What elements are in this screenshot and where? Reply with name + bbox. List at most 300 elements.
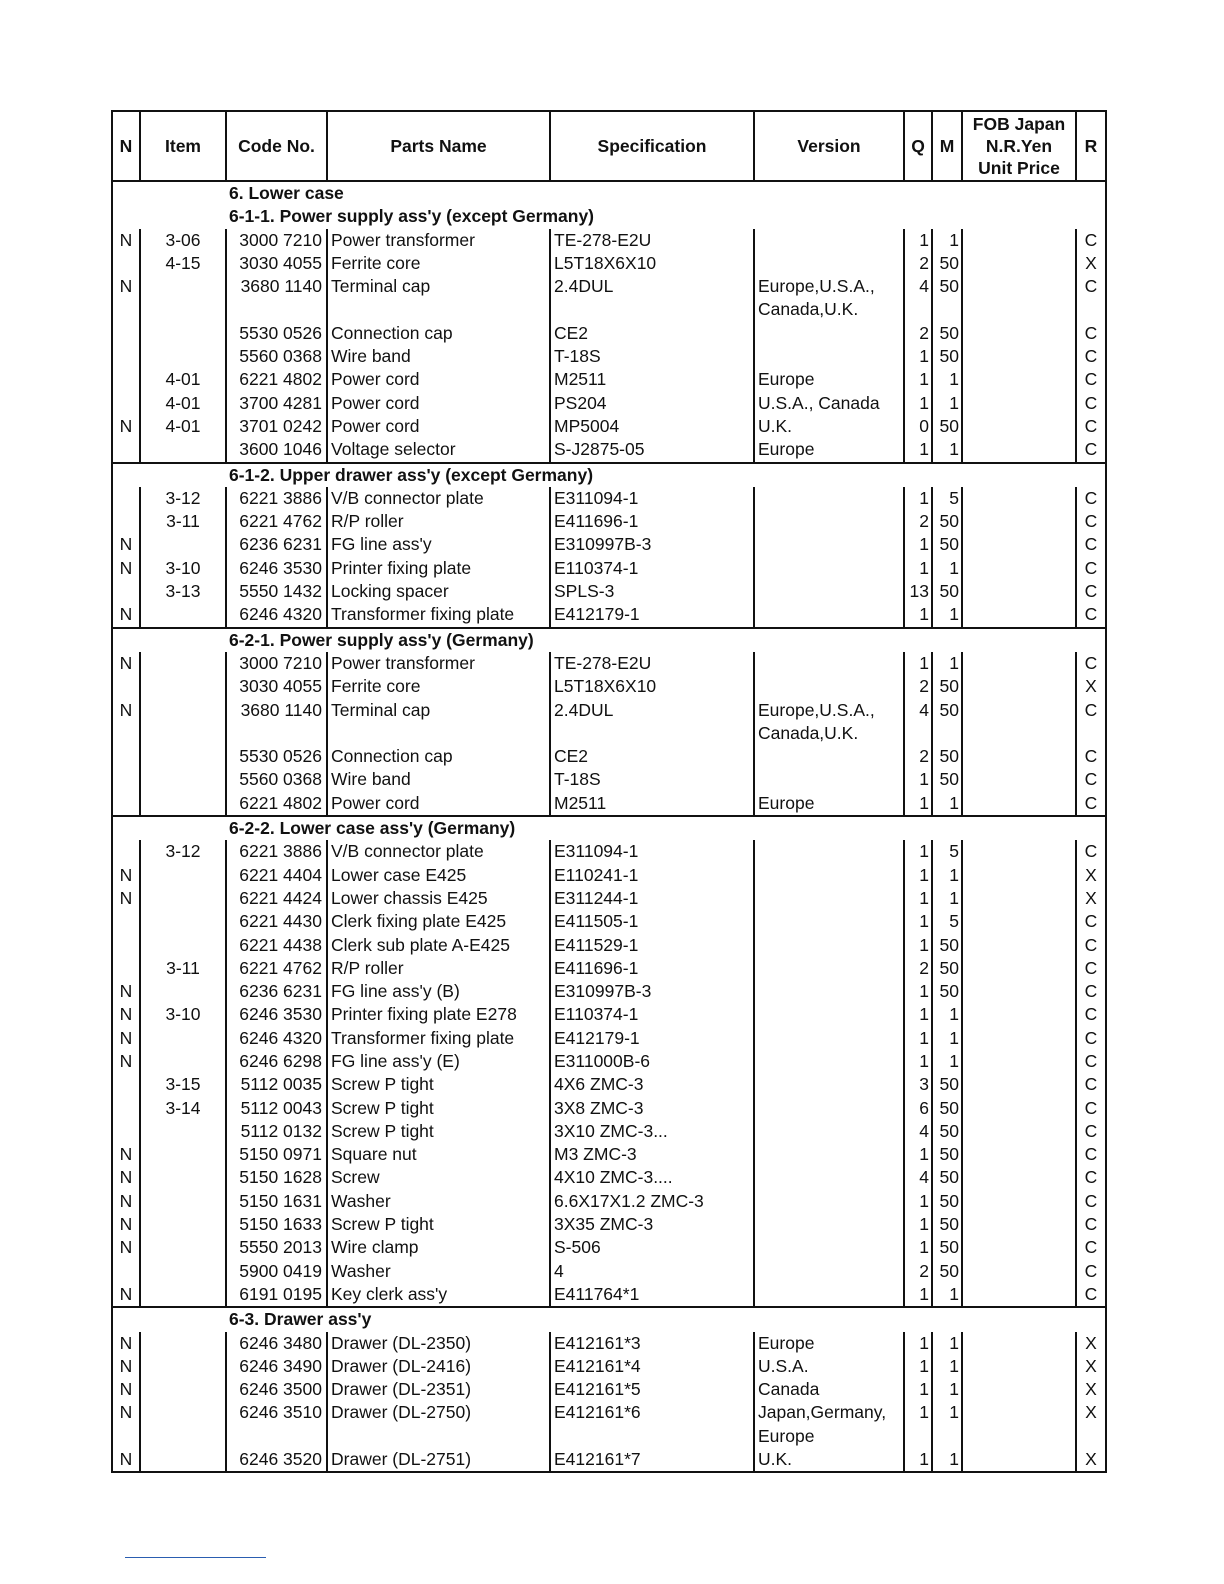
cell-r: C — [1076, 603, 1106, 627]
cell-version — [754, 580, 904, 603]
cell-q: 1 — [904, 368, 932, 391]
cell-q: 1 — [904, 1143, 932, 1166]
table-row — [112, 934, 1106, 957]
cell-r: C — [1076, 957, 1106, 980]
cell-n — [112, 910, 140, 933]
cell-version — [754, 864, 904, 887]
cell-code: 6246 3520 — [226, 1448, 327, 1472]
section-header-row — [112, 205, 1106, 228]
cell-r: C — [1076, 792, 1106, 816]
cell-n — [112, 510, 140, 533]
cell-r: C — [1076, 934, 1106, 957]
cell-q: 1 — [904, 792, 932, 816]
cell-parts-name: Screw P tight — [327, 1120, 550, 1143]
cell-q: 2 — [904, 510, 932, 533]
cell-n — [112, 322, 140, 345]
cell-m: 1 — [932, 1003, 962, 1026]
cell-specification: 2.4DUL — [550, 275, 754, 298]
cell-parts-name: Ferrite core — [327, 675, 550, 698]
cell-item — [140, 792, 226, 816]
cell-specification: E311000B-6 — [550, 1050, 754, 1073]
cell-item — [140, 864, 226, 887]
table-row — [112, 1355, 1106, 1378]
cell-item — [140, 1120, 226, 1143]
cell-specification: 4X6 ZMC-3 — [550, 1073, 754, 1096]
cell-item — [140, 603, 226, 627]
cell-unit-price — [962, 652, 1076, 675]
cell-specification: S-506 — [550, 1236, 754, 1259]
cell-m: 50 — [932, 675, 962, 698]
cell-q: 2 — [904, 675, 932, 698]
cell-r: C — [1076, 1073, 1106, 1096]
table-row — [112, 1027, 1106, 1050]
cell-q: 1 — [904, 887, 932, 910]
cell-item — [140, 675, 226, 698]
cell-item — [140, 1166, 226, 1189]
table-row — [112, 675, 1106, 698]
cell-m: 50 — [932, 345, 962, 368]
cell-m: 1 — [932, 603, 962, 627]
col-header-price — [962, 111, 1076, 181]
cell-n: N — [112, 887, 140, 910]
cell-code: 6221 4424 — [226, 887, 327, 910]
cell-q: 2 — [904, 1260, 932, 1283]
cell-code: 5112 0132 — [226, 1120, 327, 1143]
cell-item — [140, 345, 226, 368]
cell-q: 2 — [904, 957, 932, 980]
cell-m: 5 — [932, 487, 962, 510]
cell-unit-price — [962, 1097, 1076, 1120]
cell-r: C — [1076, 1027, 1106, 1050]
cell-q: 1 — [904, 768, 932, 791]
cell-r: C — [1076, 1050, 1106, 1073]
table-row — [112, 322, 1106, 345]
cell-specification: E311244-1 — [550, 887, 754, 910]
cell-r: C — [1076, 275, 1106, 298]
cell-item — [140, 1236, 226, 1259]
cell-empty — [962, 722, 1076, 745]
table-row — [112, 510, 1106, 533]
cell-r: C — [1076, 392, 1106, 415]
cell-item — [140, 1332, 226, 1355]
cell-specification: T-18S — [550, 768, 754, 791]
cell-unit-price — [962, 415, 1076, 438]
table-row — [112, 1260, 1106, 1283]
cell-parts-name: Lower case E425 — [327, 864, 550, 887]
cell-q: 1 — [904, 533, 932, 556]
cell-empty — [327, 1425, 550, 1448]
cell-empty — [550, 722, 754, 745]
cell-unit-price — [962, 792, 1076, 816]
cell-empty — [932, 1425, 962, 1448]
section-title: 6-2-2. Lower case ass'y (Germany) — [226, 816, 1106, 840]
cell-m: 1 — [932, 1050, 962, 1073]
cell-specification: M2511 — [550, 368, 754, 391]
cell-parts-name: Power cord — [327, 368, 550, 391]
table-row — [112, 1448, 1106, 1472]
cell-unit-price — [962, 392, 1076, 415]
cell-r: C — [1076, 1097, 1106, 1120]
cell-empty — [550, 1425, 754, 1448]
cell-unit-price — [962, 510, 1076, 533]
cell-version: Europe — [754, 438, 904, 462]
cell-parts-name: Drawer (DL-2751) — [327, 1448, 550, 1472]
cell-m: 1 — [932, 864, 962, 887]
cell-version: Europe — [754, 1332, 904, 1355]
cell-m: 1 — [932, 557, 962, 580]
cell-version — [754, 1073, 904, 1096]
cell-specification: M3 ZMC-3 — [550, 1143, 754, 1166]
cell-m: 50 — [932, 1236, 962, 1259]
cell-version — [754, 345, 904, 368]
table-row — [112, 1050, 1106, 1073]
cell-m: 50 — [932, 1213, 962, 1236]
cell-parts-name: Drawer (DL-2350) — [327, 1332, 550, 1355]
cell-version — [754, 603, 904, 627]
cell-specification: CE2 — [550, 322, 754, 345]
cell-m: 1 — [932, 887, 962, 910]
table-row — [112, 1401, 1106, 1424]
cell-unit-price — [962, 487, 1076, 510]
cell-version — [754, 840, 904, 863]
cell-n: N — [112, 1401, 140, 1424]
cell-m: 1 — [932, 1401, 962, 1424]
cell-unit-price — [962, 910, 1076, 933]
cell-unit-price — [962, 1378, 1076, 1401]
cell-q: 1 — [904, 934, 932, 957]
cell-specification: 4X10 ZMC-3.... — [550, 1166, 754, 1189]
cell-r: C — [1076, 510, 1106, 533]
table-row — [112, 980, 1106, 1003]
cell-empty — [327, 298, 550, 321]
cell-code: 6221 4430 — [226, 910, 327, 933]
cell-parts-name: Terminal cap — [327, 699, 550, 722]
cell-version — [754, 557, 904, 580]
col-header-q: Q — [904, 111, 932, 181]
cell-version — [754, 1236, 904, 1259]
cell-m: 50 — [932, 1143, 962, 1166]
cell-n — [112, 438, 140, 462]
table-row — [112, 533, 1106, 556]
cell-empty — [962, 298, 1076, 321]
cell-item: 3-15 — [140, 1073, 226, 1096]
table-row — [112, 603, 1106, 627]
cell-code: 3701 0242 — [226, 415, 327, 438]
cell-specification: E110374-1 — [550, 557, 754, 580]
cell-n — [112, 392, 140, 415]
col-header-n: N — [112, 111, 140, 181]
table-row — [112, 1003, 1106, 1026]
cell-unit-price — [962, 557, 1076, 580]
cell-r: X — [1076, 1401, 1106, 1424]
cell-parts-name: Printer fixing plate — [327, 557, 550, 580]
cell-code: 3000 7210 — [226, 652, 327, 675]
cell-n: N — [112, 1236, 140, 1259]
cell-q: 1 — [904, 557, 932, 580]
cell-q: 1 — [904, 345, 932, 368]
cell-r: C — [1076, 652, 1106, 675]
cell-m: 1 — [932, 1027, 962, 1050]
table-row — [112, 415, 1106, 438]
cell-specification: E411764*1 — [550, 1283, 754, 1307]
cell-parts-name: Connection cap — [327, 322, 550, 345]
cell-version — [754, 510, 904, 533]
cell-code: 5550 1432 — [226, 580, 327, 603]
cell-empty — [932, 722, 962, 745]
cell-m: 50 — [932, 252, 962, 275]
cell-parts-name: Locking spacer — [327, 580, 550, 603]
cell-code: 6246 6298 — [226, 1050, 327, 1073]
cell-m: 50 — [932, 1166, 962, 1189]
cell-unit-price — [962, 1190, 1076, 1213]
table-row — [112, 1073, 1106, 1096]
cell-code: 3600 1046 — [226, 438, 327, 462]
cell-code: 6246 3500 — [226, 1378, 327, 1401]
price-header-line3: Unit Price — [978, 158, 1060, 178]
cell-code: 6246 4320 — [226, 603, 327, 627]
cell-unit-price — [962, 699, 1076, 722]
cell-q: 1 — [904, 910, 932, 933]
table-row — [112, 580, 1106, 603]
cell-version — [754, 1190, 904, 1213]
cell-q: 0 — [904, 415, 932, 438]
col-header-name: Parts Name — [327, 111, 550, 181]
cell-version — [754, 1027, 904, 1050]
cell-r: C — [1076, 980, 1106, 1003]
cell-unit-price — [962, 957, 1076, 980]
cell-version — [754, 768, 904, 791]
cell-item — [140, 1260, 226, 1283]
cell-specification: E411696-1 — [550, 957, 754, 980]
cell-unit-price — [962, 675, 1076, 698]
cell-empty — [904, 1425, 932, 1448]
cell-version — [754, 934, 904, 957]
cell-q: 1 — [904, 438, 932, 462]
cell-n: N — [112, 1166, 140, 1189]
cell-specification: E310997B-3 — [550, 533, 754, 556]
cell-m: 50 — [932, 1097, 962, 1120]
cell-parts-name: Power transformer — [327, 229, 550, 252]
cell-item — [140, 1027, 226, 1050]
cell-version: Japan,Germany, — [754, 1401, 904, 1424]
cell-n: N — [112, 980, 140, 1003]
table-row — [112, 1190, 1106, 1213]
cell-m: 50 — [932, 580, 962, 603]
cell-parts-name: Terminal cap — [327, 275, 550, 298]
cell-n: N — [112, 415, 140, 438]
table-row — [112, 1120, 1106, 1143]
cell-version — [754, 487, 904, 510]
cell-specification: E412179-1 — [550, 1027, 754, 1050]
cell-q: 13 — [904, 580, 932, 603]
cell-item: 3-13 — [140, 580, 226, 603]
cell-n — [112, 580, 140, 603]
cell-empty — [112, 298, 140, 321]
cell-version — [754, 533, 904, 556]
cell-n — [112, 768, 140, 791]
cell-parts-name: Power cord — [327, 415, 550, 438]
cell-code: 5900 0419 — [226, 1260, 327, 1283]
cell-n — [112, 934, 140, 957]
cell-version — [754, 675, 904, 698]
cell-parts-name: Power transformer — [327, 652, 550, 675]
cell-r: X — [1076, 864, 1106, 887]
cell-unit-price — [962, 1260, 1076, 1283]
cell-m: 1 — [932, 1448, 962, 1472]
cell-item — [140, 1190, 226, 1213]
cell-n: N — [112, 1003, 140, 1026]
cell-code: 6246 3530 — [226, 557, 327, 580]
cell-m: 5 — [932, 840, 962, 863]
table-row — [112, 652, 1106, 675]
cell-q: 1 — [904, 1332, 932, 1355]
cell-code: 5112 0043 — [226, 1097, 327, 1120]
cell-item: 4-01 — [140, 368, 226, 391]
cell-m: 50 — [932, 1120, 962, 1143]
cell-specification: E310997B-3 — [550, 980, 754, 1003]
cell-n — [112, 792, 140, 816]
cell-version — [754, 910, 904, 933]
cell-r: X — [1076, 1448, 1106, 1472]
cell-q: 1 — [904, 864, 932, 887]
cell-q: 4 — [904, 699, 932, 722]
cell-n: N — [112, 864, 140, 887]
cell-parts-name: Clerk fixing plate E425 — [327, 910, 550, 933]
cell-code: 3700 4281 — [226, 392, 327, 415]
cell-parts-name: Square nut — [327, 1143, 550, 1166]
cell-unit-price — [962, 980, 1076, 1003]
cell-item — [140, 1050, 226, 1073]
section-spacer — [112, 1307, 226, 1331]
cell-r: X — [1076, 1355, 1106, 1378]
cell-specification: 3X8 ZMC-3 — [550, 1097, 754, 1120]
cell-version — [754, 652, 904, 675]
cell-code: 6221 4762 — [226, 510, 327, 533]
section-spacer — [112, 628, 226, 652]
col-header-m: M — [932, 111, 962, 181]
cell-specification: 3X35 ZMC-3 — [550, 1213, 754, 1236]
cell-specification: 2.4DUL — [550, 699, 754, 722]
cell-code: 6221 4438 — [226, 934, 327, 957]
table-row-continuation — [112, 1425, 1106, 1448]
cell-r: C — [1076, 557, 1106, 580]
cell-r: C — [1076, 1260, 1106, 1283]
cell-specification: E311094-1 — [550, 487, 754, 510]
cell-code: 3030 4055 — [226, 252, 327, 275]
table-row — [112, 887, 1106, 910]
cell-version-continued: Canada,U.K. — [754, 722, 904, 745]
cell-item: 3-14 — [140, 1097, 226, 1120]
cell-r: X — [1076, 675, 1106, 698]
cell-item: 4-15 — [140, 252, 226, 275]
cell-unit-price — [962, 1401, 1076, 1424]
cell-unit-price — [962, 603, 1076, 627]
cell-item — [140, 934, 226, 957]
cell-version — [754, 1003, 904, 1026]
cell-specification: MP5004 — [550, 415, 754, 438]
cell-code: 5150 1631 — [226, 1190, 327, 1213]
cell-q: 2 — [904, 252, 932, 275]
cell-empty — [1076, 722, 1106, 745]
cell-r: C — [1076, 368, 1106, 391]
cell-specification: E411505-1 — [550, 910, 754, 933]
cell-r: X — [1076, 887, 1106, 910]
footnote-divider — [125, 1557, 266, 1558]
cell-n: N — [112, 652, 140, 675]
cell-r: C — [1076, 745, 1106, 768]
cell-item: 3-06 — [140, 229, 226, 252]
cell-q: 2 — [904, 745, 932, 768]
price-header-line1: FOB Japan — [972, 114, 1066, 134]
cell-item: 3-12 — [140, 840, 226, 863]
section-spacer — [112, 463, 226, 487]
cell-code: 6246 3530 — [226, 1003, 327, 1026]
cell-r: C — [1076, 487, 1106, 510]
cell-code: 6221 3886 — [226, 487, 327, 510]
cell-unit-price — [962, 864, 1076, 887]
cell-empty — [327, 722, 550, 745]
cell-item — [140, 980, 226, 1003]
cell-item — [140, 1213, 226, 1236]
cell-parts-name: Transformer fixing plate — [327, 603, 550, 627]
cell-n — [112, 1097, 140, 1120]
cell-version — [754, 745, 904, 768]
cell-n — [112, 487, 140, 510]
cell-empty — [550, 298, 754, 321]
cell-unit-price — [962, 1448, 1076, 1472]
cell-m: 1 — [932, 392, 962, 415]
cell-version — [754, 1213, 904, 1236]
cell-unit-price — [962, 887, 1076, 910]
cell-r: X — [1076, 252, 1106, 275]
cell-specification: 3X10 ZMC-3... — [550, 1120, 754, 1143]
cell-q: 1 — [904, 1236, 932, 1259]
section-spacer — [112, 816, 226, 840]
cell-code: 5150 1628 — [226, 1166, 327, 1189]
cell-empty — [226, 1425, 327, 1448]
cell-unit-price — [962, 1213, 1076, 1236]
table-row — [112, 1283, 1106, 1307]
cell-empty — [140, 722, 226, 745]
cell-parts-name: Washer — [327, 1260, 550, 1283]
cell-n — [112, 1120, 140, 1143]
cell-version — [754, 1166, 904, 1189]
cell-version — [754, 1143, 904, 1166]
cell-m: 50 — [932, 980, 962, 1003]
cell-r: C — [1076, 1120, 1106, 1143]
cell-specification: E412161*6 — [550, 1401, 754, 1424]
col-header-version: Version — [754, 111, 904, 181]
cell-q: 1 — [904, 1050, 932, 1073]
cell-version: U.S.A., Canada — [754, 392, 904, 415]
cell-specification: E412161*5 — [550, 1378, 754, 1401]
cell-empty — [140, 1425, 226, 1448]
cell-parts-name: Clerk sub plate A-E425 — [327, 934, 550, 957]
cell-version — [754, 1260, 904, 1283]
cell-r: C — [1076, 910, 1106, 933]
cell-m: 5 — [932, 910, 962, 933]
cell-unit-price — [962, 768, 1076, 791]
cell-parts-name: Key clerk ass'y — [327, 1283, 550, 1307]
cell-parts-name: Transformer fixing plate — [327, 1027, 550, 1050]
cell-item: 4-01 — [140, 415, 226, 438]
cell-n: N — [112, 557, 140, 580]
cell-n: N — [112, 1448, 140, 1472]
cell-q: 1 — [904, 1448, 932, 1472]
table-row-continuation — [112, 722, 1106, 745]
section-title: 6-1-2. Upper drawer ass'y (except Germany) — [226, 463, 1106, 487]
table-row — [112, 699, 1106, 722]
